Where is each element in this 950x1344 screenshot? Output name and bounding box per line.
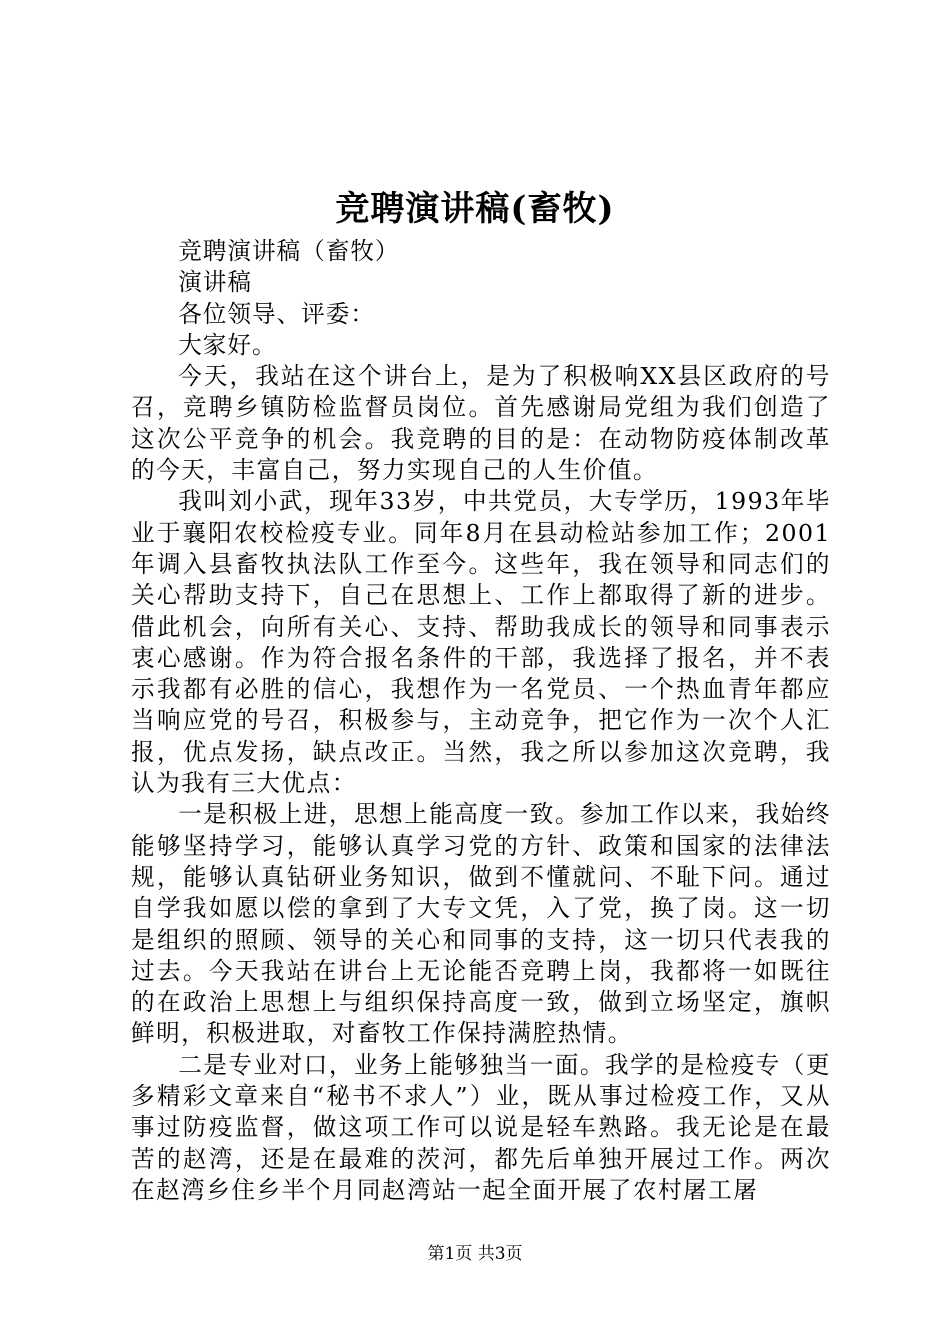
paragraph-salutation: 各位领导、评委： <box>178 299 375 328</box>
paragraph-intro: 今天，我站在这个讲台上，是为了积极响XX县区政府的号召，竞聘乡镇防检监督员岗位。首先感谢局党组为我们创造了这次公平竞争的机会。我竞聘的目的是：在动物防疫体制改革的今天，丰富自己，努力实现自己的人生价值。 <box>131 362 831 485</box>
paragraph-subtitle: 竞聘演讲稿（畜牧） <box>178 237 400 265</box>
paragraph-advantage-one: 一是积极上进，思想上能高度一致。参加工作以来，我始终能够坚持学习，能够认真学习党的方针、政策和国家的法律法规，能够认真钻研业务知识，做到不懂就问、不耻下问。通过自学我如愿以偿的拿到了大专文凭，入了党，换了岗。这一切是组织的照顾、领导的关心和同事的支持，这一切只代表我的过去。今天我站在讲台上无论能否竞聘上岗，我都将一如既往的在政治上思想上与组织保持高度一致，做到立场坚定，旗帜鲜明，积极进取，对畜牧工作保持满腔热情。 <box>131 800 831 1048</box>
document-body <box>131 236 831 1206</box>
paragraph-self-introduction: 我叫刘小武，现年33岁，中共党员，大专学历，1993年毕业于襄阳农校检疫专业。同年8月在县动检站参加工作；2001年调入县畜牧执法队工作至今。这些年，我在领导和同志们的关心帮助支持下，自己在思想上、工作上都取得了新的进步。借此机会，向所有关心、支持、帮助我成长的领导和同事表示衷心感谢。作为符合报名条件的干部，我选择了报名，并不表示我都有必胜的信心，我想作为一名党员、一个热血青年都应当响应党的号召，积极参与，主动竞争，把它作为一次个人汇报，优点发扬，缺点改正。当然，我之所以参加这次竞聘，我认为我有三大优点： <box>131 487 831 798</box>
paragraph-advantage-two: 二是专业对口，业务上能够独当一面。我学的是检疫专（更多精彩文章来自“秘书不求人”）业，既从事过检疫工作，又从事过防疫监督，做这项工作可以说是轻车熟路。我无论是在最苦的赵湾，还是在最难的茨河，都先后单独开展过工作。两次在赵湾乡住乡半个月同赵湾站一起全面开展了农村屠工屠 <box>131 1050 831 1204</box>
paragraph-greeting: 大家好。 <box>178 330 277 359</box>
document-title: 竞聘演讲稿(畜牧) <box>335 189 615 229</box>
page-number-footer: 第1页 共3页 <box>427 1244 523 1264</box>
paragraph-genre: 演讲稿 <box>178 268 252 297</box>
